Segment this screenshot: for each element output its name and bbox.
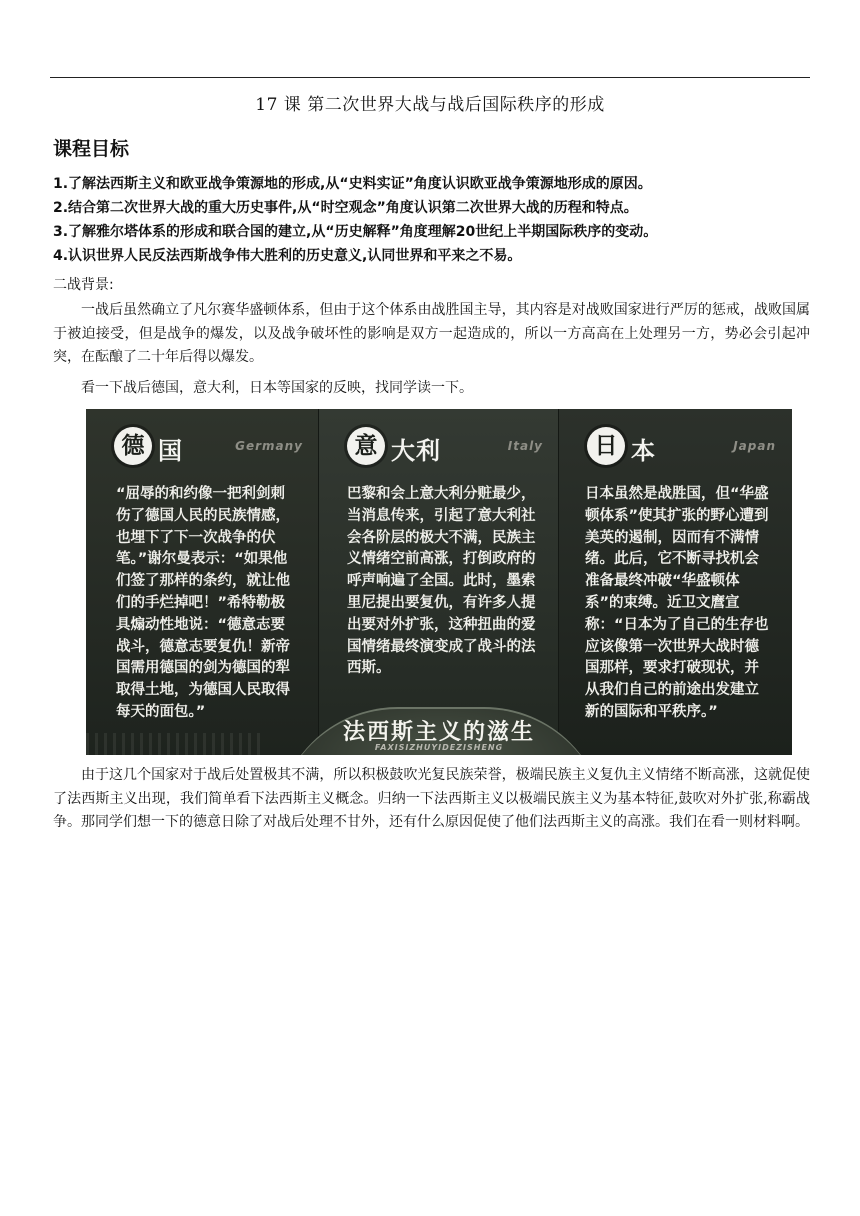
country-name: 国 xyxy=(158,437,183,465)
country-badge: 德 xyxy=(114,427,152,465)
country-name: 本 xyxy=(631,437,656,465)
country-name: 大利 xyxy=(391,437,441,465)
panel-heading xyxy=(347,425,543,469)
country-english: Germany xyxy=(235,439,303,453)
panel-japan xyxy=(559,409,792,755)
background-heading: 二战背景: xyxy=(53,277,114,293)
country-badge: 日 xyxy=(587,427,625,465)
panel-heading xyxy=(114,425,303,469)
paragraph-fascism: 由于这几个国家对于战后处置极其不满，所以积极鼓吹光复民族荣誉，极端民族主义复仇主义情绪不断高涨，这就促使了法西斯主义出现，我们简单看下法西斯主义概念。归纳一下法西斯主义以极端民族主义为基本特征,鼓吹对外扩张,称霸战争。那同学们想一下的德意日除了对战后处理不甘外，还有什么原因促使了他们法西斯主义的高涨。我们在看一则材料啊。 xyxy=(53,767,810,830)
panel-germany xyxy=(86,409,319,755)
goal-item: 3.了解雅尔塔体系的形成和联合国的建立,从“历史解释”角度理解20世纪上半期国际秩序的变动。 xyxy=(53,224,658,240)
banner-subtitle: FAXISIZHUYIDEZISHENG xyxy=(374,743,504,752)
lesson-title: 17 课 第二次世界大战与战后国际秩序的形成 xyxy=(255,95,605,115)
goal-item: 2.结合第二次世界大战的重大历史事件,从“时空观念”角度认识第二次世界大战的历程和特点。 xyxy=(53,200,638,216)
banner-title: 法西斯主义的滋生 xyxy=(342,720,535,745)
goal-item: 4.认识世界人民反法西斯战争伟大胜利的历史意义,认同世界和平来之不易。 xyxy=(53,248,522,264)
country-english: Italy xyxy=(507,439,543,453)
panel-heading xyxy=(587,425,776,469)
paragraph-intro: 一战后虽然确立了凡尔赛华盛顿体系，但由于这个体系由战胜国主导，其内容是对战败国家进行严厉的惩戒，战败国属于被迫接受，但是战争的爆发，以及战争破坏性的影响是双方一起造成的，所以一方高高在上处理另一方，势必会引起冲突，在酝酿了二十年后得以爆发。 xyxy=(53,302,810,365)
panel-text: “屈辱的和约像一把利剑刺伤了德国人民的民族情感，也埋下了下一次战争的伏笔。”谢尔曼表示：“如果他们签了那样的条约，就让他们的手烂掉吧！”希特勒极具煽动性地说：“德意志要战斗，德意志要复仇！新帝国需用德国的剑为德国的犁取得土地，为德国人民取得每天的面包。” xyxy=(116,486,290,720)
panel-italy xyxy=(319,409,559,755)
panel-text: 巴黎和会上意大利分赃最少，当消息传来，引起了意大利社会各阶层的极大不满，民族主义情绪空前高涨，打倒政府的呼声响遍了全国。此时，墨索里尼提出要复仇，有许多人提出要对外扩张，这种扭曲的爱国情绪最终演变成了战斗的法西斯。 xyxy=(347,486,536,677)
goals-list xyxy=(53,172,813,268)
fascism-origins-figure xyxy=(86,409,792,755)
country-english: Japan xyxy=(733,439,776,453)
header-rule xyxy=(50,77,810,78)
section-heading: 课程目标 xyxy=(53,138,130,160)
paragraph-reading: 看一下战后德国，意大利，日本等国家的反映，找同学读一下。 xyxy=(81,380,473,396)
goal-item: 1.了解法西斯主义和欧亚战争策源地的形成,从“史料实证”角度认识欧亚战争策源地形成的原因。 xyxy=(53,176,652,192)
country-badge: 意 xyxy=(347,427,385,465)
panel-text: 日本虽然是战胜国，但“华盛顿体系”使其扩张的野心遭到美英的遏制，因而有不满情绪。此后，它不断寻找机会准备最终冲破“华盛顿体系”的束缚。近卫文麿宣称：“日本为了自己的生存也应该像第一次世界大战时德国那样，要求打破现状，并从我们自己的前途出发建立新的国际和平秩序。” xyxy=(585,486,769,720)
